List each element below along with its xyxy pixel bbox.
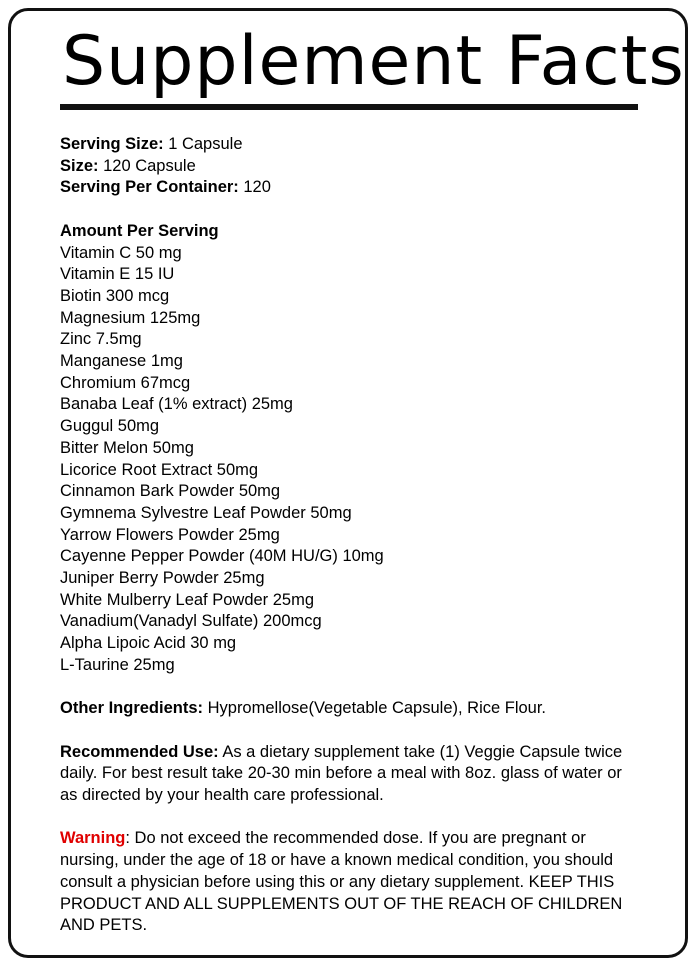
title-divider: [60, 104, 638, 110]
warning-text-4: PRODUCT AND ALL SUPPLEMENTS OUT OF THE REACH OF CHILDREN: [60, 894, 623, 913]
warning-text-3: consult a physician before using this or any dietary supplement. KEEP THIS: [60, 872, 615, 891]
spacer: [60, 677, 690, 699]
label-content: [60, 134, 690, 937]
recommended-use-text-1: As a dietary supplement take (1) Veggie Capsule twice: [218, 742, 623, 761]
ingredient-list: [60, 243, 690, 677]
ingredient-item: Banaba Leaf (1% extract) 25mg: [60, 395, 293, 414]
ingredient-item: Biotin 300 mcg: [60, 286, 170, 305]
other-ingredients: [60, 698, 690, 720]
amount-per-serving-header: [60, 221, 690, 243]
servings-per-container-line: [60, 177, 690, 199]
recommended-use: [60, 742, 690, 764]
ingredient-item: Vitamin E 15 IU: [60, 265, 175, 284]
warning-text-1: : Do not exceed the recommended dose. If you are pregnant or: [125, 829, 586, 848]
amount-per-serving-label: Amount Per Serving: [60, 221, 219, 240]
ingredient-item: Vanadium(Vanadyl Sulfate) 200mcg: [60, 612, 322, 631]
other-ingredients-text: Hypromellose(Vegetable Capsule), Rice Flour.: [203, 699, 547, 718]
spacer: [60, 720, 690, 742]
page-title: Supplement Facts: [62, 22, 685, 101]
ingredient-item: Bitter Melon 50mg: [60, 438, 194, 457]
ingredient-item: Alpha Lipoic Acid 30 mg: [60, 634, 237, 653]
ingredient-item: Zinc 7.5mg: [60, 330, 142, 349]
ingredient-item: Licorice Root Extract 50mg: [60, 460, 259, 479]
ingredient-item: L-Taurine 25mg: [60, 655, 175, 674]
size-label: Size:: [60, 156, 99, 175]
spacer: [60, 807, 690, 829]
servings-per-container-label: Serving Per Container:: [60, 178, 239, 197]
other-ingredients-label: Other Ingredients:: [60, 699, 204, 718]
ingredient-item: Vitamin C 50 mg: [60, 243, 182, 262]
ingredient-item: White Mulberry Leaf Powder 25mg: [60, 590, 315, 609]
warning: [60, 828, 690, 850]
warning-text-2: nursing, under the age of 18 or have a known medical condition, you should: [60, 851, 614, 870]
serving-size-label: Serving Size:: [60, 135, 164, 153]
ingredient-item: Cinnamon Bark Powder 50mg: [60, 482, 281, 501]
recommended-use-text-3: as directed by your health care professional.: [60, 786, 384, 805]
ingredient-item: Juniper Berry Powder 25mg: [60, 569, 265, 588]
recommended-use-text-2: daily. For best result take 20-30 min before a meal with 8oz. glass of water or: [60, 764, 622, 783]
spacer: [60, 199, 690, 221]
serving-size-line: [60, 134, 690, 156]
size-value: 120 Capsule: [98, 156, 196, 175]
ingredient-item: Yarrow Flowers Powder 25mg: [60, 525, 280, 544]
ingredient-item: Cayenne Pepper Powder (40M HU/G) 10mg: [60, 547, 384, 566]
ingredient-item: Magnesium 125mg: [60, 308, 201, 327]
servings-per-container-value: 120: [238, 178, 271, 197]
ingredient-item: Guggul 50mg: [60, 417, 160, 436]
warning-text-5: AND PETS.: [60, 916, 148, 935]
recommended-use-label: Recommended Use:: [60, 742, 219, 761]
ingredient-item: Gymnema Sylvestre Leaf Powder 50mg: [60, 503, 352, 522]
ingredient-item: Chromium 67mcg: [60, 373, 191, 392]
size-line: [60, 156, 690, 178]
ingredient-item: Manganese 1mg: [60, 352, 183, 371]
warning-label: Warning: [60, 829, 126, 848]
serving-size-value: 1 Capsule: [163, 135, 243, 153]
